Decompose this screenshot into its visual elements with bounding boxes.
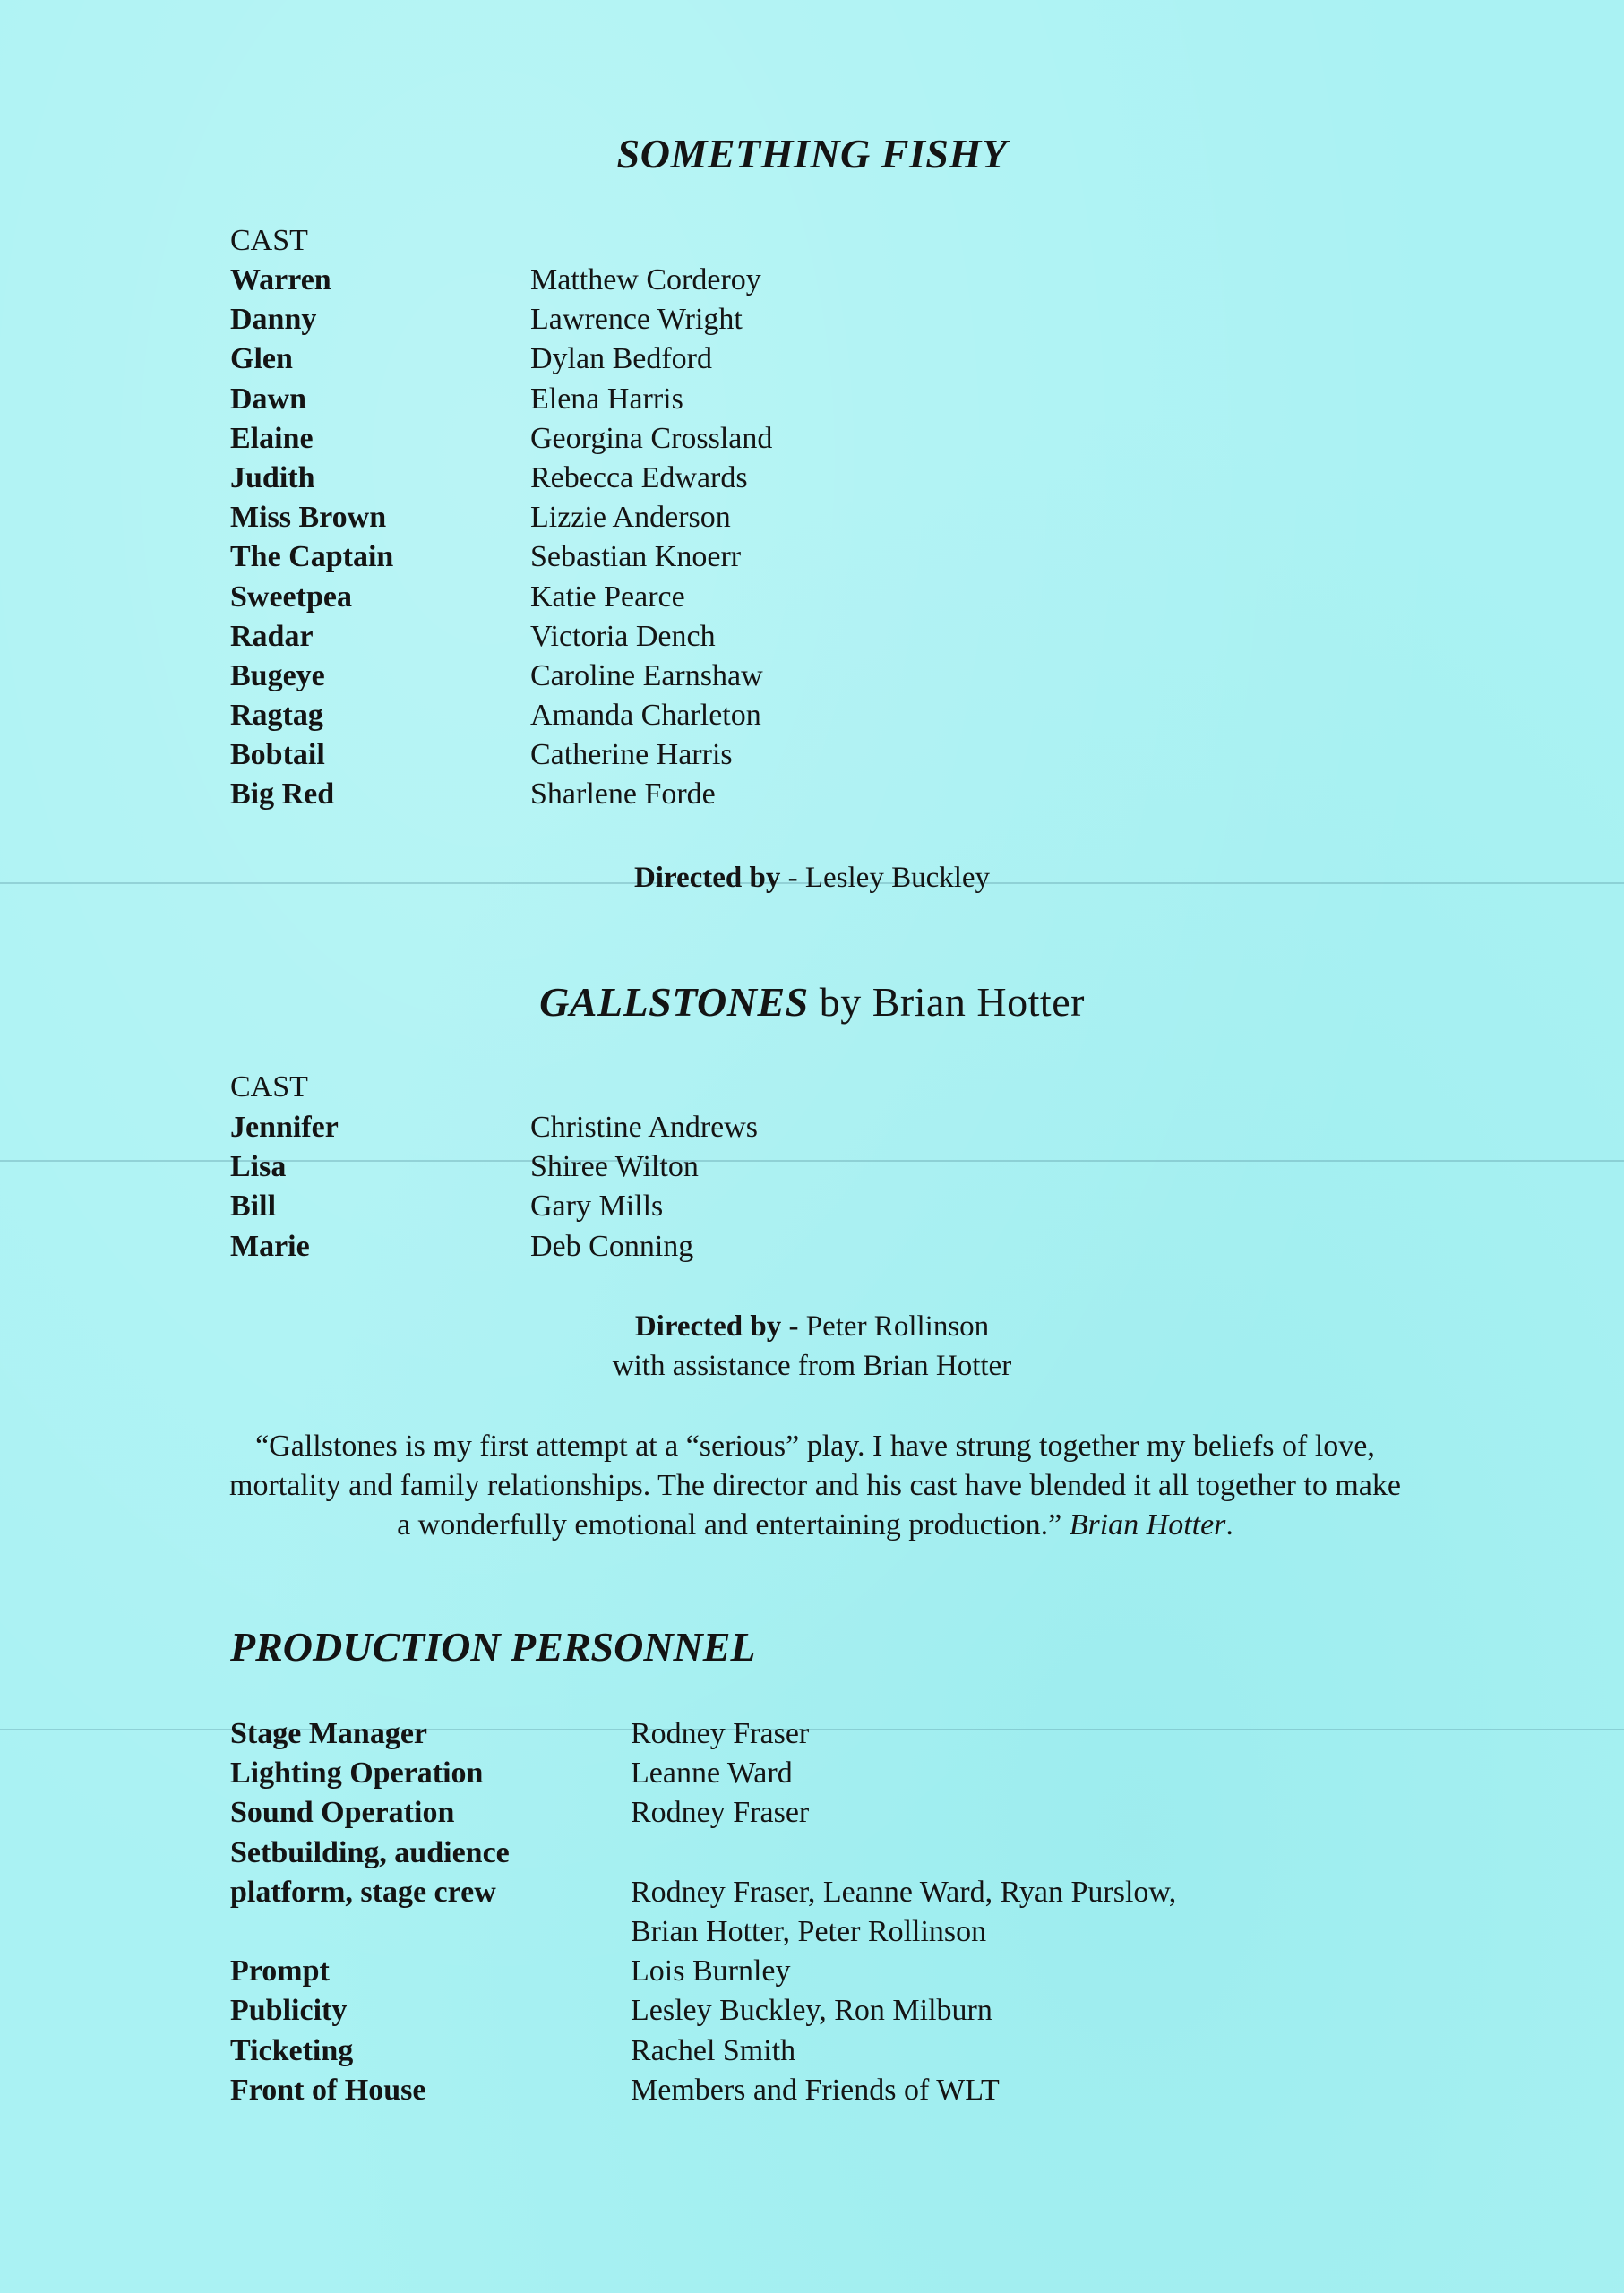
role-name: Front of House xyxy=(230,2073,426,2107)
person-name: Lawrence Wright xyxy=(530,303,743,337)
person-name: Amanda Charleton xyxy=(530,699,761,733)
person-name: Matthew Corderoy xyxy=(530,263,761,296)
person-name: Lois Burnley xyxy=(631,1954,791,1988)
role-name: Judith xyxy=(230,460,315,494)
play2-quote: “Gallstones is my first attempt at a “serious” play. I have strung together my beliefs of love, mortality and family relationships. The director and his cast have blended it all together to make a wonderfully emotional and entertaining production.” Brian Hotter. xyxy=(229,1430,1401,1542)
role-name: Elaine xyxy=(230,421,314,455)
person-name: Rachel Smith xyxy=(631,2033,796,2067)
role-name: Glen xyxy=(230,342,293,376)
role-name: Ticketing xyxy=(230,2033,354,2067)
play2-byline: by Brian Hotter xyxy=(808,979,1085,1025)
person-name: Katie Pearce xyxy=(530,580,685,614)
play2-title xyxy=(0,978,1624,1026)
person-name: Sebastian Knoerr xyxy=(530,540,742,574)
person-name: Sharlene Forde xyxy=(530,777,716,812)
person-name: Lesley Buckley, Ron Milburn xyxy=(631,1994,992,2028)
role-name: The Captain xyxy=(230,540,394,574)
role-name: Big Red xyxy=(230,777,335,812)
role-name: Bugeye xyxy=(230,658,325,692)
role-name: Bobtail xyxy=(230,738,325,772)
person-name: Elena Harris xyxy=(530,382,683,416)
directed-by-label: Directed by xyxy=(634,1310,782,1343)
director-name: - Lesley Buckley xyxy=(780,862,991,894)
role-name: Setbuilding, audience xyxy=(230,1835,510,1869)
role-name: Radar xyxy=(230,619,314,653)
role-name: Jennifer xyxy=(230,1111,339,1144)
role-name: Sound Operation xyxy=(230,1796,455,1830)
role-name: Miss Brown xyxy=(230,501,387,535)
person-name: Deb Conning xyxy=(530,1229,694,1263)
role-name: Lisa xyxy=(230,1150,287,1184)
person-name: Georgina Crossland xyxy=(530,421,773,455)
person-name: Shiree Wilton xyxy=(530,1150,699,1184)
role-name: Danny xyxy=(230,303,317,337)
role-name: Warren xyxy=(230,263,331,296)
role-name: Publicity xyxy=(230,1994,348,2028)
play2-director xyxy=(0,1310,1624,1344)
play1-title: SOMETHING FISHY xyxy=(616,131,1008,176)
directed-by-label: Directed by xyxy=(633,862,781,894)
role-name: platform, stage crew xyxy=(230,1875,496,1909)
play2-title-text: GALLSTONES xyxy=(539,979,809,1025)
play1-cast-label: CAST xyxy=(230,224,308,257)
role-name: Stage Manager xyxy=(230,1717,428,1750)
person-name: Rodney Fraser, Leanne Ward, Ryan Purslow, xyxy=(631,1875,1177,1909)
play2-cast-label: CAST xyxy=(230,1070,308,1104)
person-name: Leanne Ward xyxy=(631,1756,793,1791)
person-name: Lizzie Anderson xyxy=(530,501,731,535)
person-name: Victoria Dench xyxy=(530,619,716,653)
role-name: Bill xyxy=(230,1189,277,1224)
person-name: Dylan Bedford xyxy=(530,342,713,376)
person-name: Catherine Harris xyxy=(530,738,733,772)
quote-author: Brian Hotter xyxy=(1069,1508,1226,1542)
person-name: Rebecca Edwards xyxy=(530,460,748,494)
person-name: Gary Mills xyxy=(530,1189,664,1224)
play2-assistance: with assistance from Brian Hotter xyxy=(612,1350,1012,1382)
person-name: Rodney Fraser xyxy=(631,1717,810,1750)
director-name: - Peter Rollinson xyxy=(781,1310,990,1343)
role-name: Prompt xyxy=(230,1954,330,1988)
person-name: Christine Andrews xyxy=(530,1111,759,1144)
person-name: Brian Hotter, Peter Rollinson xyxy=(631,1914,987,1948)
person-name: Caroline Earnshaw xyxy=(530,658,763,692)
role-name: Sweetpea xyxy=(230,580,352,614)
person-name: Rodney Fraser xyxy=(631,1796,810,1830)
role-name: Dawn xyxy=(230,382,307,416)
person-name: Members and Friends of WLT xyxy=(631,2073,1000,2107)
quote-text: “Gallstones is my first attempt at a “serious” play. I have strung together my beliefs of love, mortality and family relationships. The director and his cast have blended it all together to make a wonderfully emotional and entertaining production.” xyxy=(229,1430,1401,1542)
role-name: Lighting Operation xyxy=(230,1756,484,1791)
play1-director xyxy=(0,862,1624,895)
role-name: Ragtag xyxy=(230,699,323,733)
production-title: PRODUCTION PERSONNEL xyxy=(230,1624,756,1670)
role-name: Marie xyxy=(230,1229,310,1263)
